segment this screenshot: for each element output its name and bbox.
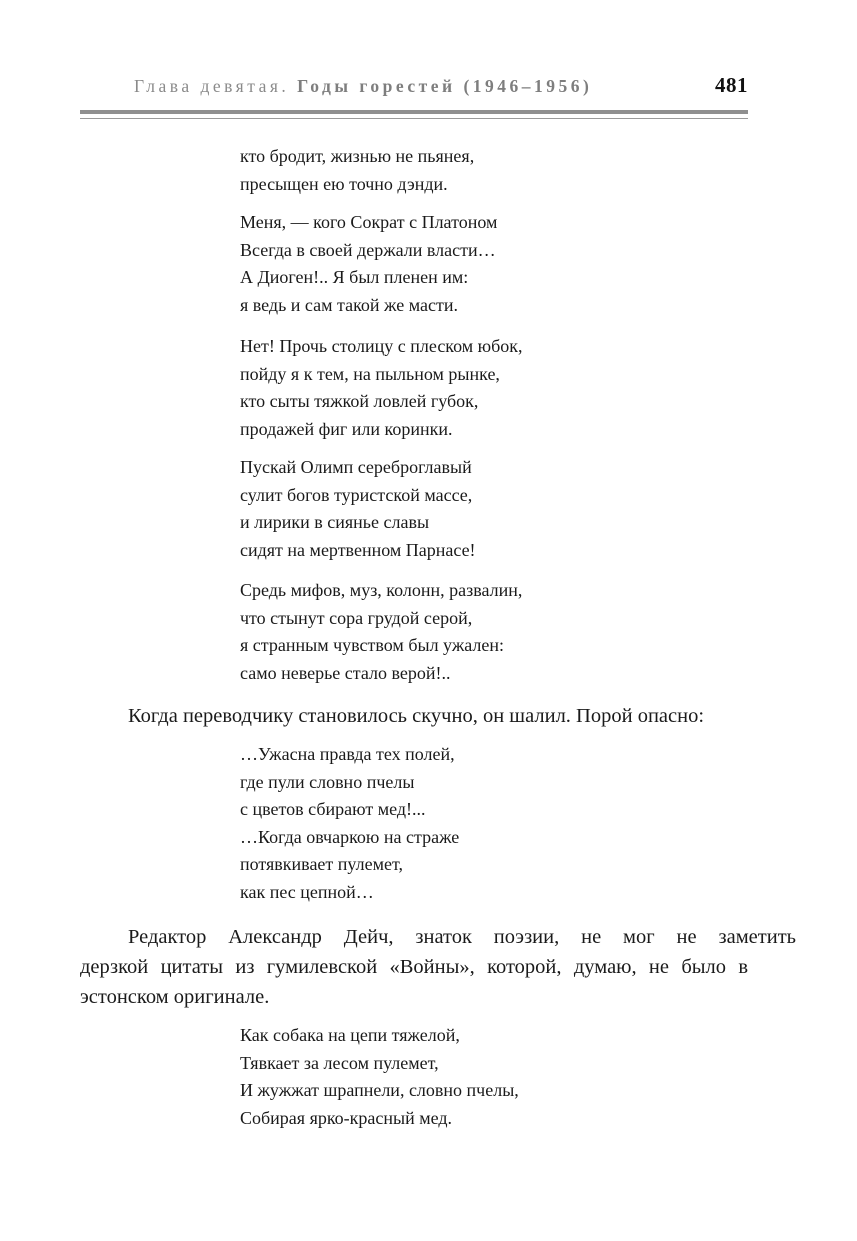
stanza [240, 577, 522, 687]
chapter-title: Годы горестей (1946–1956) [297, 76, 593, 96]
stanza [240, 143, 474, 198]
stanza [240, 454, 476, 564]
verse-line: Пускай Олимп сереброглавый [240, 457, 472, 477]
verse-line: Нет! Прочь столицу с плеском юбок, [240, 336, 523, 356]
verse-line: я ведь и сам такой же масти. [240, 294, 458, 315]
verse-line: Тявкает за лесом пулемет, [240, 1052, 439, 1073]
verse-line: Всегда в своей держали власти… [240, 239, 496, 260]
header-rule-thick [80, 110, 748, 114]
paragraph-line: Когда переводчику становилось скучно, он шалил. Порой опасно: [128, 705, 705, 727]
verse-line: Средь мифов, муз, колонн, развалин, [240, 580, 523, 600]
paragraph-line: эстонском оригинале. [80, 986, 270, 1008]
chapter-label: Глава девятая. [134, 76, 298, 96]
verse-line: Собирая ярко-красный мед. [240, 1107, 453, 1128]
stanza [240, 209, 497, 319]
verse-line: Меня, — кого Сократ с Платоном [240, 212, 498, 232]
paragraph-line: Редактор Александр Дейч, знаток поэзии, не мог не заметить [128, 926, 796, 948]
verse-line: как пес цепной… [240, 881, 374, 902]
verse-line: и лирики в сиянье славы [240, 512, 430, 532]
verse-line: что стынут сора грудой серой, [240, 607, 473, 628]
verse-line: само неверье стало верой!.. [240, 662, 451, 683]
verse-line: Как собака на цепи тяжелой, [240, 1025, 460, 1045]
running-head [134, 76, 592, 97]
stanza-gumilev [240, 1022, 519, 1132]
stanza-translation [240, 741, 459, 906]
verse-line: пойду я к тем, на пыльном рынке, [240, 363, 500, 384]
verse-line: потявкивает пулемет, [240, 854, 403, 874]
running-header [80, 73, 748, 102]
verse-line: сидят на мертвенном Парнасе! [240, 539, 476, 560]
verse-line: А Диоген!.. Я был пленен им: [240, 267, 469, 287]
verse-line: И жужжат шрапнели, словно пчелы, [240, 1080, 519, 1100]
verse-line: …Ужасна правда тех полей, [240, 744, 455, 764]
verse-line: где пули словно пчелы [240, 771, 415, 792]
verse-line: продажей фиг или коринки. [240, 418, 453, 439]
verse-line: кто сыты тяжкой ловлей губок, [240, 391, 479, 411]
header-rule-thin [80, 118, 748, 119]
verse-line: кто бродит, жизнью не пьянея, [240, 146, 475, 166]
verse-line: с цветов сбирают мед!... [240, 799, 426, 819]
verse-line: …Когда овчаркою на страже [240, 826, 460, 847]
verse-line: я странным чувством был ужален: [240, 635, 505, 655]
verse-line: сулит богов туристской массе, [240, 484, 473, 505]
stanza [240, 333, 523, 443]
page-number: 481 [715, 73, 748, 97]
verse-line: пресыщен ею точно дэнди. [240, 173, 448, 194]
paragraph-line: дерзкой цитаты из гумилевской «Войны», которой, думаю, не было в [80, 956, 748, 978]
